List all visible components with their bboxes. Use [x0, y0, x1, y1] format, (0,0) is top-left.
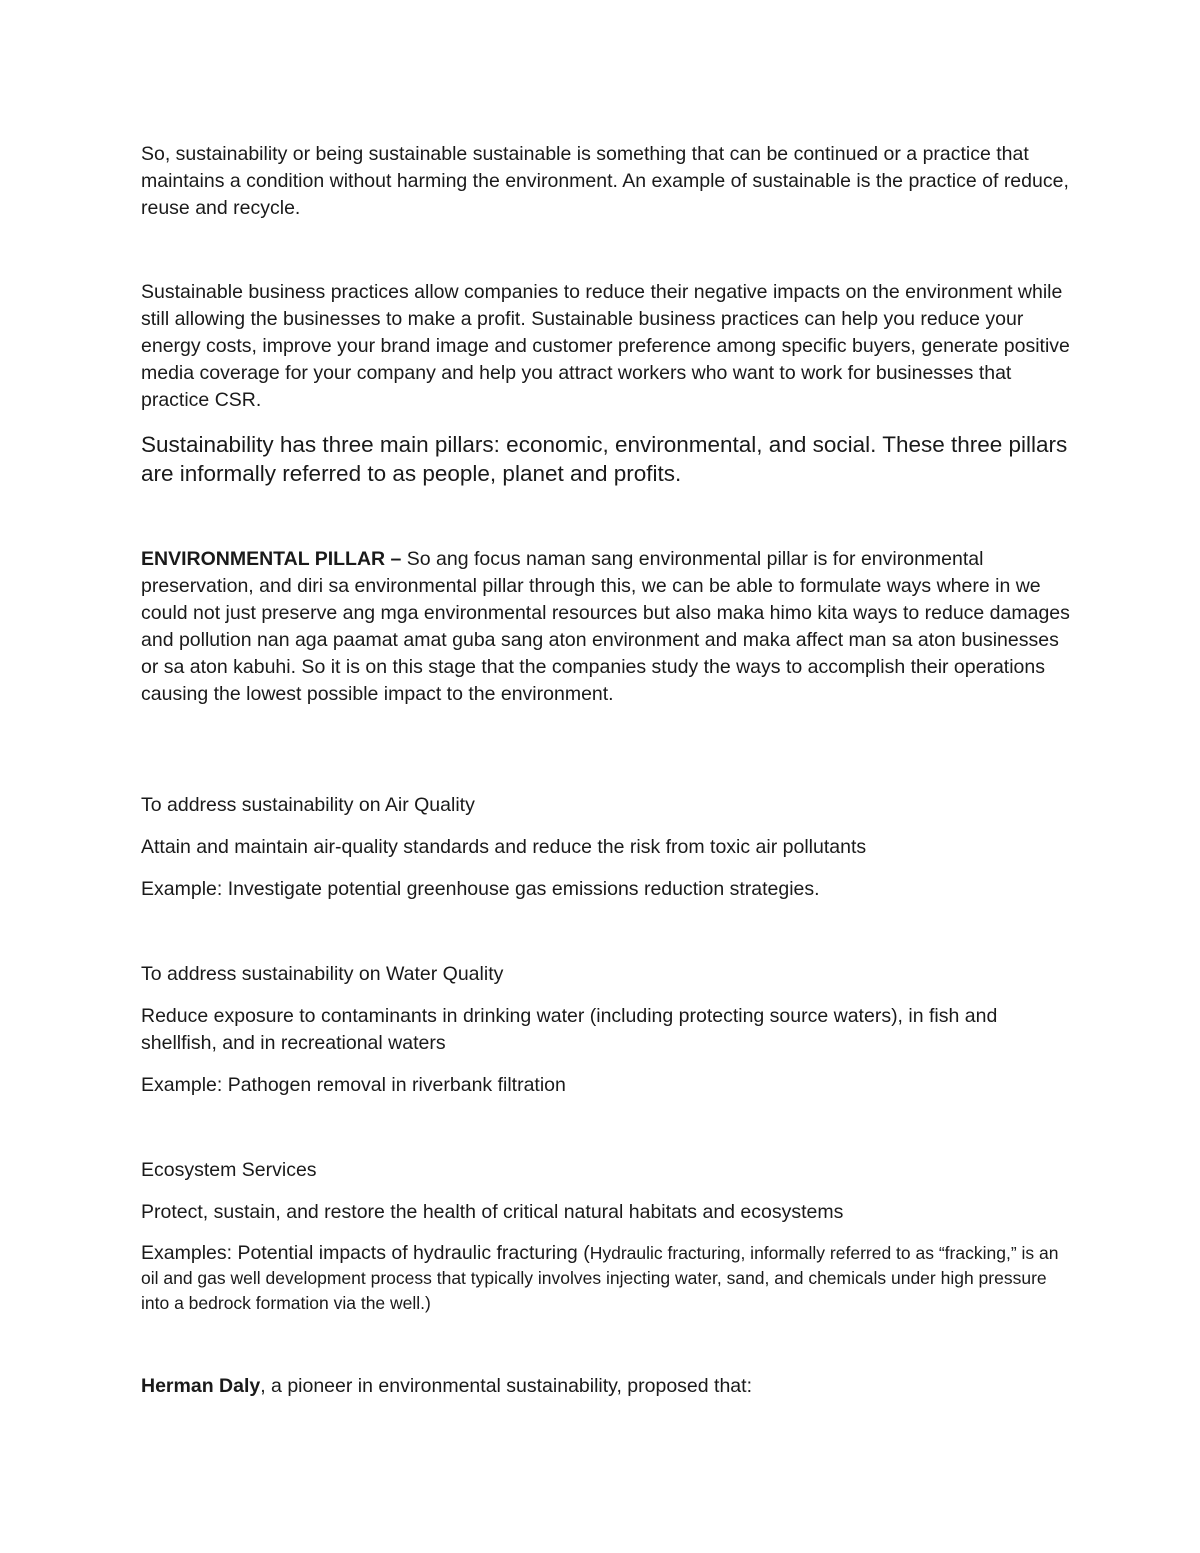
- environmental-pillar-paragraph: [141, 546, 1071, 708]
- environmental-pillar-text: So ang focus naman sang environmental pillar is for environmental preservation, and diri sa environmental pillar through this, we can be able to formulate ways where in we could not just preserve ang mga environmental resources but also maka himo kita ways to reduce damages and pollution nan aga paamat amat guba sang aton environment and maka affect man sa aton businesses or sa aton kabuhi. So it is on this stage that the companies study the ways to accomplish their operations causing the lowest possible impact to the environment.: [141, 548, 1070, 705]
- herman-daly-text: , a pioneer in environmental sustainability, proposed that:: [260, 1375, 752, 1397]
- herman-daly-name: Herman Daly: [141, 1375, 261, 1397]
- water-quality-heading: To address sustainability on Water Quality: [141, 963, 504, 985]
- air-quality-example: Example: Investigate potential greenhouse gas emissions reduction strategies.: [141, 878, 820, 900]
- air-quality-goal: Attain and maintain air-quality standards and reduce the risk from toxic air pollutants: [141, 836, 867, 858]
- environmental-pillar-heading: ENVIRONMENTAL PILLAR –: [141, 548, 402, 570]
- ecosystem-services-example: [141, 1241, 1071, 1316]
- ecosystem-services-goal: Protect, sustain, and restore the health of critical natural habitats and ecosystems: [141, 1201, 844, 1223]
- water-quality-example: Example: Pathogen removal in riverbank filtration: [141, 1074, 566, 1096]
- business-practices-paragraph: Sustainable business practices allow companies to reduce their negative impacts on the environment while still allowing the businesses to make a profit. Sustainable business practices can help you reduce your energy costs, improve your brand image and customer preference among specific buyers, generate positive media coverage for your company and help you attract workers who want to work for businesses that practice CSR.: [141, 281, 1070, 411]
- intro-paragraph: So, sustainability or being sustainable sustainable is something that can be continued or a practice that maintains a condition without harming the environment. An example of sustainable is the practice of reduce, reuse and recycle.: [141, 143, 1069, 219]
- water-quality-goal: Reduce exposure to contaminants in drinking water (including protecting source waters), in fish and shellfish, and in recreational waters: [141, 1005, 998, 1054]
- air-quality-heading: To address sustainability on Air Quality: [141, 794, 475, 816]
- pillars-paragraph: Sustainability has three main pillars: economic, environmental, and social. These three pillars are informally referred to as people, planet and profits.: [141, 432, 1068, 486]
- ecosystem-example-lead: Examples: Potential impacts of hydraulic fracturing (: [141, 1242, 590, 1264]
- fracking-note: Hydraulic fracturing, informally referred to as “fracking,” is an oil and gas well development process that typically involves injecting water, sand, and chemicals under high pressure into a bedrock formation via the well.): [141, 1243, 1059, 1313]
- ecosystem-services-heading: Ecosystem Services: [141, 1159, 317, 1181]
- herman-daly-paragraph: [141, 1373, 1071, 1400]
